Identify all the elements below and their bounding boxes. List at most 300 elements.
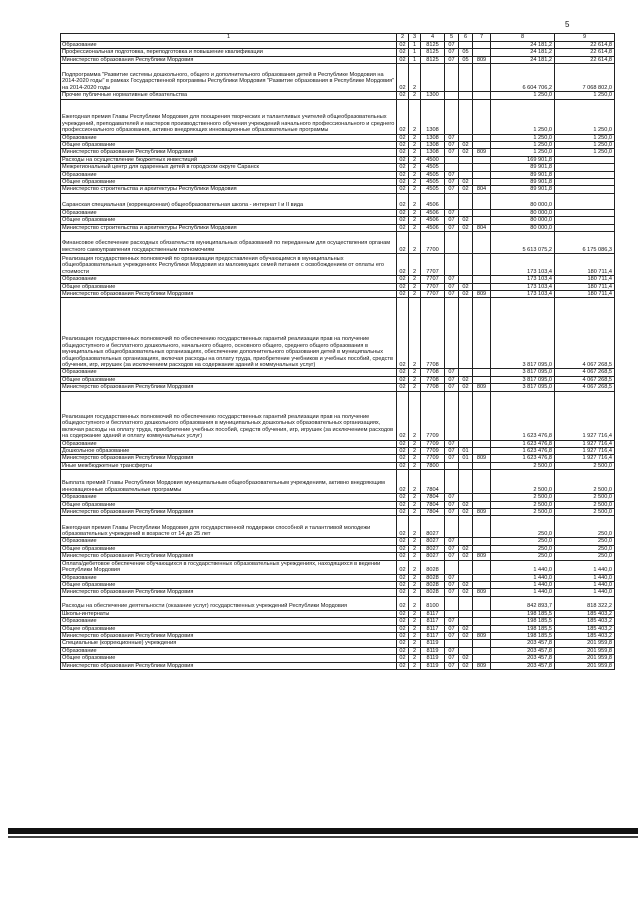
code-cell: 7804 xyxy=(421,501,445,508)
table-row xyxy=(61,545,615,552)
code-cell xyxy=(473,217,491,224)
row-name-cell: Иные межбюджетные трансферты xyxy=(61,462,397,469)
row-name-cell: Министерство образования Республики Мордовия xyxy=(61,56,397,63)
table-row xyxy=(61,164,615,171)
table-row xyxy=(61,560,615,574)
code-cell: 02 xyxy=(397,232,409,254)
amount-cell: 1 250,0 xyxy=(555,99,615,134)
amount-cell: 4 067 268,5 xyxy=(555,369,615,376)
amount-cell: 185 403,2 xyxy=(555,633,615,640)
code-cell xyxy=(473,134,491,141)
code-cell: 2 xyxy=(409,290,421,297)
code-cell xyxy=(445,470,459,494)
code-cell: 1308 xyxy=(421,134,445,141)
table-row xyxy=(61,149,615,156)
code-cell xyxy=(445,92,459,99)
code-cell: 01 xyxy=(459,455,473,462)
row-name-cell: Ежегодная премия Главы Республики Мордовия для государственной поддержки способной и талантливой молодежи образовательных учреждений в возрасте от 14 до 25 лет xyxy=(61,516,397,538)
code-cell: 7707 xyxy=(421,276,445,283)
code-cell xyxy=(459,574,473,581)
table-row xyxy=(61,142,615,149)
amount-cell: 24 181,2 xyxy=(491,42,555,49)
table-row xyxy=(61,647,615,654)
amount-cell: 201 959,8 xyxy=(555,647,615,654)
code-cell xyxy=(459,494,473,501)
code-cell: 02 xyxy=(459,290,473,297)
code-cell xyxy=(473,516,491,538)
header-cell: 1 xyxy=(61,34,397,42)
code-cell: 07 xyxy=(445,501,459,508)
code-cell: 2 xyxy=(409,662,421,669)
code-cell xyxy=(459,254,473,276)
amount-cell: 3 817 095,0 xyxy=(491,298,555,369)
code-cell: 07 xyxy=(445,149,459,156)
code-cell: 07 xyxy=(445,171,459,178)
code-cell: 8027 xyxy=(421,553,445,560)
amount-cell: 6 175 086,3 xyxy=(555,232,615,254)
amount-cell: 1 250,0 xyxy=(491,92,555,99)
amount-cell: 2 500,0 xyxy=(555,508,615,515)
page-number: 5 xyxy=(565,20,570,29)
code-cell: 02 xyxy=(397,596,409,610)
amount-cell: 250,0 xyxy=(555,553,615,560)
amount-cell: 89 901,8 xyxy=(491,164,555,171)
code-cell: 07 xyxy=(445,290,459,297)
code-cell: 2 xyxy=(409,276,421,283)
code-cell: 2 xyxy=(409,369,421,376)
amount-cell: 1 250,0 xyxy=(491,99,555,134)
code-cell: 7800 xyxy=(421,462,445,469)
row-name-cell: Образование xyxy=(61,494,397,501)
code-cell: 07 xyxy=(445,508,459,515)
amount-cell: 1 250,0 xyxy=(491,149,555,156)
page-bottom-rule-thin xyxy=(8,836,638,838)
amount-cell: 24 181,2 xyxy=(491,56,555,63)
code-cell xyxy=(459,470,473,494)
row-name-cell: Министерство образования Республики Мордовия xyxy=(61,589,397,596)
code-cell xyxy=(459,391,473,440)
code-cell: 7707 xyxy=(421,290,445,297)
row-name-cell: Специальные (коррекционные) учреждения xyxy=(61,640,397,647)
table-row xyxy=(61,42,615,49)
amount-cell: 201 959,8 xyxy=(555,640,615,647)
row-name-cell: Министерство строительства и архитектуры Республики Мордовия xyxy=(61,186,397,193)
code-cell: 07 xyxy=(445,56,459,63)
row-name-cell: Финансовое обеспечение расходных обязательств муниципальных образований по переданным для осуществления органам местного самоуправления государственным полномочиям xyxy=(61,232,397,254)
code-cell: 7708 xyxy=(421,376,445,383)
amount-cell: 1 440,0 xyxy=(491,560,555,574)
code-cell: 02 xyxy=(397,276,409,283)
code-cell: 2 xyxy=(409,538,421,545)
code-cell: 809 xyxy=(473,56,491,63)
code-cell: 1 xyxy=(409,56,421,63)
code-cell: 2 xyxy=(409,440,421,447)
code-cell xyxy=(459,369,473,376)
amount-cell: 1 623 476,8 xyxy=(491,455,555,462)
amount-cell: 6 604 706,2 xyxy=(491,64,555,92)
code-cell: 07 xyxy=(445,276,459,283)
code-cell: 2 xyxy=(409,384,421,391)
amount-cell: 250,0 xyxy=(491,538,555,545)
table-row xyxy=(61,276,615,283)
amount-cell xyxy=(555,224,615,231)
code-cell: 7708 xyxy=(421,384,445,391)
code-cell: 2 xyxy=(409,655,421,662)
amount-cell: 203 457,8 xyxy=(491,662,555,669)
amount-cell: 4 067 268,5 xyxy=(555,384,615,391)
table-row xyxy=(61,224,615,231)
row-name-cell: Оплата/дебетовое обеспечение обучающихся в государственных образовательных учреждениях, находящихся в ведении Республики Мордовия xyxy=(61,560,397,574)
amount-cell: 180 711,4 xyxy=(555,276,615,283)
amount-cell: 201 959,8 xyxy=(555,655,615,662)
row-name-cell: Дошкольное образование xyxy=(61,447,397,454)
table-row xyxy=(61,156,615,163)
code-cell: 07 xyxy=(445,42,459,49)
code-cell: 2 xyxy=(409,560,421,574)
code-cell: 02 xyxy=(397,447,409,454)
code-cell: 809 xyxy=(473,662,491,669)
code-cell xyxy=(459,462,473,469)
code-cell xyxy=(445,516,459,538)
table-row xyxy=(61,384,615,391)
code-cell: 02 xyxy=(459,589,473,596)
code-cell xyxy=(473,610,491,617)
code-cell: 2 xyxy=(409,283,421,290)
code-cell: 02 xyxy=(397,49,409,56)
code-cell xyxy=(459,164,473,171)
code-cell xyxy=(445,64,459,92)
header-cell: 4 xyxy=(421,34,445,42)
code-cell: 8117 xyxy=(421,633,445,640)
code-cell: 2 xyxy=(409,455,421,462)
code-cell xyxy=(473,164,491,171)
code-cell: 2 xyxy=(409,447,421,454)
table-row xyxy=(61,662,615,669)
code-cell xyxy=(473,209,491,216)
header-cell: 8 xyxy=(491,34,555,42)
amount-cell: 22 614,8 xyxy=(555,42,615,49)
table-row xyxy=(61,640,615,647)
table-row xyxy=(61,376,615,383)
code-cell xyxy=(473,538,491,545)
code-cell: 809 xyxy=(473,589,491,596)
code-cell: 02 xyxy=(459,501,473,508)
amount-cell: 89 901,8 xyxy=(491,171,555,178)
code-cell: 2 xyxy=(409,171,421,178)
table-row xyxy=(61,553,615,560)
amount-cell: 250,0 xyxy=(491,553,555,560)
amount-cell xyxy=(555,209,615,216)
code-cell: 809 xyxy=(473,455,491,462)
code-cell: 7804 xyxy=(421,470,445,494)
code-cell: 02 xyxy=(397,298,409,369)
table-row xyxy=(61,56,615,63)
code-cell xyxy=(473,560,491,574)
code-cell: 7709 xyxy=(421,455,445,462)
amount-cell: 180 711,4 xyxy=(555,254,615,276)
code-cell: 2 xyxy=(409,99,421,134)
code-cell xyxy=(473,64,491,92)
code-cell: 02 xyxy=(397,142,409,149)
code-cell: 02 xyxy=(397,574,409,581)
amount-cell: 1 250,0 xyxy=(555,134,615,141)
row-name-cell: Общее образование xyxy=(61,582,397,589)
code-cell: 07 xyxy=(445,494,459,501)
code-cell xyxy=(473,92,491,99)
code-cell: 8028 xyxy=(421,560,445,574)
code-cell xyxy=(421,64,445,92)
code-cell xyxy=(459,610,473,617)
code-cell: 7709 xyxy=(421,391,445,440)
code-cell: 2 xyxy=(409,156,421,163)
code-cell: 02 xyxy=(397,164,409,171)
code-cell xyxy=(445,596,459,610)
code-cell: 02 xyxy=(459,545,473,552)
code-cell: 8125 xyxy=(421,42,445,49)
code-cell: 7707 xyxy=(421,283,445,290)
code-cell: 4500 xyxy=(421,156,445,163)
code-cell: 4506 xyxy=(421,217,445,224)
code-cell: 2 xyxy=(409,610,421,617)
amount-cell: 201 959,8 xyxy=(555,662,615,669)
amount-cell: 2 500,0 xyxy=(555,494,615,501)
row-name-cell: Расходы на осуществление бюджетных инвестиций xyxy=(61,156,397,163)
amount-cell: 2 500,0 xyxy=(491,508,555,515)
row-name-cell: Реализация государственных полномочий по обеспечению государственных гарантий реализации прав на получение общедоступного и бесплатного дошкольного, начального общего, основного общего, среднего общего образования в муниципальных общеобразовательных организациях, обеспечение дополнительного образования детей в муниципальных общеобразовательных организациях, включая расходы на оплату труда, приобретение учебников и учебных пособий, средств обучения, игр, игрушек (за исключением расходов на содержание зданий и коммунальных услуг) xyxy=(61,298,397,369)
code-cell: 804 xyxy=(473,224,491,231)
code-cell: 02 xyxy=(397,283,409,290)
amount-cell: 89 901,8 xyxy=(491,179,555,186)
code-cell: 01 xyxy=(459,447,473,454)
code-cell: 7707 xyxy=(421,254,445,276)
table-row xyxy=(61,440,615,447)
code-cell: 02 xyxy=(397,440,409,447)
amount-cell: 250,0 xyxy=(555,538,615,545)
code-cell: 02 xyxy=(459,553,473,560)
row-name-cell: Министерство образования Республики Мордовия xyxy=(61,384,397,391)
code-cell: 07 xyxy=(445,455,459,462)
code-cell: 2 xyxy=(409,391,421,440)
amount-cell: 80 000,0 xyxy=(491,209,555,216)
code-cell: 2 xyxy=(409,186,421,193)
code-cell xyxy=(473,494,491,501)
code-cell: 02 xyxy=(397,290,409,297)
code-cell: 02 xyxy=(397,662,409,669)
amount-cell xyxy=(555,164,615,171)
code-cell: 7700 xyxy=(421,232,445,254)
amount-cell: 1 250,0 xyxy=(555,92,615,99)
code-cell xyxy=(459,516,473,538)
code-cell xyxy=(445,164,459,171)
amount-cell: 180 711,4 xyxy=(555,283,615,290)
table-row xyxy=(61,610,615,617)
amount-cell: 89 901,8 xyxy=(491,186,555,193)
header-cell: 3 xyxy=(409,34,421,42)
code-cell: 02 xyxy=(397,92,409,99)
code-cell: 02 xyxy=(397,560,409,574)
amount-cell: 2 500,0 xyxy=(491,462,555,469)
code-cell xyxy=(459,64,473,92)
table-row xyxy=(61,633,615,640)
code-cell: 4505 xyxy=(421,171,445,178)
row-name-cell: Образование xyxy=(61,618,397,625)
row-name-cell: Образование xyxy=(61,134,397,141)
code-cell: 02 xyxy=(397,455,409,462)
table-row xyxy=(61,217,615,224)
code-cell xyxy=(445,232,459,254)
row-name-cell: Профессиональная подготовка, переподготовка и повышение квалификации xyxy=(61,49,397,56)
code-cell: 8028 xyxy=(421,574,445,581)
amount-cell: 1 440,0 xyxy=(555,589,615,596)
code-cell xyxy=(445,156,459,163)
row-name-cell: Образование xyxy=(61,276,397,283)
amount-cell: 1 927 716,4 xyxy=(555,455,615,462)
amount-cell: 2 500,0 xyxy=(491,494,555,501)
table-row xyxy=(61,186,615,193)
row-name-cell: Министерство образования Республики Мордовия xyxy=(61,662,397,669)
code-cell: 4505 xyxy=(421,179,445,186)
code-cell: 07 xyxy=(445,618,459,625)
code-cell: 2 xyxy=(409,149,421,156)
code-cell: 02 xyxy=(397,193,409,209)
code-cell: 07 xyxy=(445,538,459,545)
code-cell xyxy=(459,647,473,654)
table-row xyxy=(61,193,615,209)
code-cell: 2 xyxy=(409,232,421,254)
table-row xyxy=(61,64,615,92)
code-cell: 2 xyxy=(409,164,421,171)
code-cell: 02 xyxy=(397,538,409,545)
code-cell: 02 xyxy=(459,224,473,231)
code-cell xyxy=(473,283,491,290)
row-name-cell: Министерство образования Республики Мордовия xyxy=(61,455,397,462)
code-cell: 02 xyxy=(397,516,409,538)
code-cell: 02 xyxy=(397,64,409,92)
code-cell: 02 xyxy=(397,56,409,63)
row-name-cell: Министерство строительства и архитектуры Республики Мордовия xyxy=(61,224,397,231)
table-row xyxy=(61,589,615,596)
code-cell: 1308 xyxy=(421,149,445,156)
code-cell: 02 xyxy=(397,647,409,654)
code-cell: 02 xyxy=(397,171,409,178)
code-cell: 07 xyxy=(445,447,459,454)
code-cell xyxy=(473,470,491,494)
table-row xyxy=(61,574,615,581)
code-cell xyxy=(473,440,491,447)
code-cell xyxy=(459,232,473,254)
code-cell: 07 xyxy=(445,49,459,56)
row-name-cell: Саранская специальная (коррекционная) общеобразовательная школа - интернат I и II вида xyxy=(61,193,397,209)
code-cell: 7709 xyxy=(421,440,445,447)
code-cell xyxy=(445,610,459,617)
code-cell: 4506 xyxy=(421,209,445,216)
code-cell: 8027 xyxy=(421,538,445,545)
header-cell: 2 xyxy=(397,34,409,42)
amount-cell: 1 623 476,8 xyxy=(491,440,555,447)
row-name-cell: Общее образование xyxy=(61,376,397,383)
code-cell: 8117 xyxy=(421,618,445,625)
code-cell: 07 xyxy=(445,283,459,290)
amount-cell xyxy=(555,156,615,163)
amount-cell: 80 000,0 xyxy=(491,193,555,209)
code-cell xyxy=(473,369,491,376)
code-cell: 02 xyxy=(459,217,473,224)
row-name-cell: Выплата премий Главы Республики Мордовия муниципальным общеобразовательным учреждениям, активно внедряющим инновационные образовательные программы xyxy=(61,470,397,494)
code-cell: 02 xyxy=(397,217,409,224)
code-cell xyxy=(445,640,459,647)
row-name-cell: Общее образование xyxy=(61,545,397,552)
code-cell: 809 xyxy=(473,290,491,297)
row-name-cell: Общее образование xyxy=(61,655,397,662)
code-cell: 2 xyxy=(409,376,421,383)
table-row xyxy=(61,501,615,508)
code-cell: 809 xyxy=(473,384,491,391)
code-cell xyxy=(473,49,491,56)
code-cell: 2 xyxy=(409,501,421,508)
code-cell: 2 xyxy=(409,647,421,654)
row-name-cell: Министерство образования Республики Мордовия xyxy=(61,508,397,515)
table-row xyxy=(61,470,615,494)
code-cell: 02 xyxy=(397,186,409,193)
code-cell xyxy=(459,92,473,99)
row-name-cell: Министерство образования Республики Мордовия xyxy=(61,553,397,560)
code-cell: 2 xyxy=(409,516,421,538)
code-cell: 02 xyxy=(397,179,409,186)
code-cell: 02 xyxy=(459,625,473,632)
code-cell: 809 xyxy=(473,633,491,640)
code-cell: 02 xyxy=(397,149,409,156)
header-cell: 5 xyxy=(445,34,459,42)
code-cell: 02 xyxy=(459,384,473,391)
code-cell: 2 xyxy=(409,224,421,231)
table-row xyxy=(61,92,615,99)
code-cell xyxy=(473,254,491,276)
code-cell xyxy=(459,156,473,163)
amount-cell xyxy=(555,217,615,224)
amount-cell: 173 103,4 xyxy=(491,283,555,290)
table-row xyxy=(61,508,615,515)
code-cell: 8125 xyxy=(421,49,445,56)
row-name-cell: Образование xyxy=(61,209,397,216)
table-row xyxy=(61,625,615,632)
code-cell: 02 xyxy=(397,462,409,469)
amount-cell: 24 181,2 xyxy=(491,49,555,56)
code-cell: 02 xyxy=(397,508,409,515)
code-cell: 2 xyxy=(409,142,421,149)
row-name-cell: Реализация государственных полномочий по организации предоставления обучающимся в муниципальных общеобразовательных учреждениях Республики Мордовия из малоимущих семей питания с освобождением от оплаты его стоимости xyxy=(61,254,397,276)
code-cell: 2 xyxy=(409,64,421,92)
row-name-cell: Реализация государственных полномочий по обеспечению государственных гарантий реализации прав на получение общедоступного и бесплатного дошкольного образования в муниципальных дошкольных образовательных организациях, включая расходы на оплату труда, приобретение учебных пособий, средств обучения, игр, игрушек (за исключением расходов на содержание зданий и оплату коммунальных услуг) xyxy=(61,391,397,440)
amount-cell: 180 711,4 xyxy=(555,290,615,297)
amount-cell: 842 893,7 xyxy=(491,596,555,610)
table-row xyxy=(61,49,615,56)
table-row xyxy=(61,179,615,186)
code-cell: 809 xyxy=(473,149,491,156)
row-name-cell: Образование xyxy=(61,440,397,447)
amount-cell: 4 067 268,5 xyxy=(555,298,615,369)
amount-cell: 80 000,0 xyxy=(491,217,555,224)
code-cell: 02 xyxy=(459,633,473,640)
code-cell: 8027 xyxy=(421,545,445,552)
code-cell: 02 xyxy=(397,494,409,501)
table-row xyxy=(61,391,615,440)
row-name-cell: Расходы на обеспечение деятельности (оказание услуг) государственных учреждений Республики Мордовия xyxy=(61,596,397,610)
row-name-cell: Министерство образования Республики Мордовия xyxy=(61,149,397,156)
amount-cell: 7 068 802,0 xyxy=(555,64,615,92)
code-cell: 8028 xyxy=(421,589,445,596)
code-cell: 02 xyxy=(397,633,409,640)
code-cell: 1308 xyxy=(421,142,445,149)
